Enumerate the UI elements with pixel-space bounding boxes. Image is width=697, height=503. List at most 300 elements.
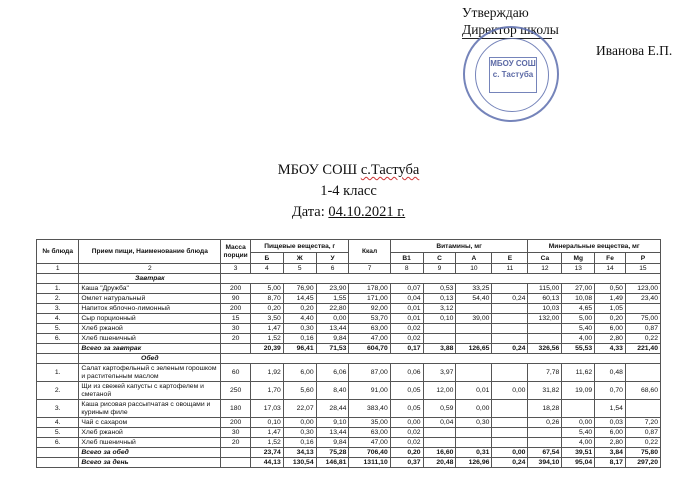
- table-cell: 47,00: [349, 438, 390, 448]
- header-zh: Ж: [283, 253, 316, 264]
- school-prefix: МБОУ СОШ: [277, 162, 361, 178]
- table-cell: 0,20: [595, 314, 626, 324]
- total-value: 126,96: [456, 458, 492, 468]
- table-cell: 19,09: [562, 382, 595, 400]
- column-number: 8: [390, 264, 423, 274]
- header-fe: Fe: [595, 253, 626, 264]
- table-header: [37, 240, 661, 274]
- column-number: 9: [423, 264, 456, 274]
- total-value: 130,54: [283, 458, 316, 468]
- table-cell: 0,20: [250, 304, 283, 314]
- table-cell: 9,10: [316, 418, 349, 428]
- table-cell: 47,00: [349, 334, 390, 344]
- total-row: [37, 448, 661, 458]
- header-p: Р: [625, 253, 660, 264]
- table-cell: 0,00: [316, 314, 349, 324]
- dish-name: Каша "Дружба": [79, 284, 221, 294]
- table-cell: 12,00: [423, 382, 456, 400]
- total-row: [37, 344, 661, 354]
- table-cell: 200: [221, 418, 251, 428]
- table-cell: 0,48: [595, 364, 626, 382]
- table-cell: 5,40: [562, 324, 595, 334]
- dish-name: Напиток яблочно-лимонный: [79, 304, 221, 314]
- table-cell: 0,22: [625, 438, 660, 448]
- empty-cell: [37, 344, 79, 354]
- table-cell: [456, 304, 492, 314]
- table-cell: 8,40: [316, 382, 349, 400]
- total-value: 39,51: [562, 448, 595, 458]
- table-cell: 90: [221, 294, 251, 304]
- table-cell: 200: [221, 284, 251, 294]
- table-cell: 180: [221, 400, 251, 418]
- table-cell: [625, 304, 660, 314]
- date-title: [0, 202, 697, 222]
- column-number: 3: [221, 264, 251, 274]
- table-cell: 250: [221, 382, 251, 400]
- column-number: 12: [528, 264, 562, 274]
- table-cell: 1,47: [250, 324, 283, 334]
- dish-number: 5.: [37, 324, 79, 334]
- table-cell: 27,00: [562, 284, 595, 294]
- table-row: [37, 334, 661, 344]
- table-row: [37, 364, 661, 382]
- table-cell: 0,02: [390, 428, 423, 438]
- table-cell: 0,04: [390, 294, 423, 304]
- table-cell: [492, 284, 528, 294]
- table-cell: 11,62: [562, 364, 595, 382]
- table-cell: 0,00: [283, 418, 316, 428]
- table-row: [37, 428, 661, 438]
- dish-name: Сыр порционный: [79, 314, 221, 324]
- total-value: 16,60: [423, 448, 456, 458]
- seal-center: [489, 57, 537, 93]
- total-value: 55,53: [562, 344, 595, 354]
- table-cell: [492, 304, 528, 314]
- table-cell: [528, 334, 562, 344]
- total-value: 0,17: [390, 344, 423, 354]
- dish-number: 3.: [37, 400, 79, 418]
- table-cell: 6,06: [316, 364, 349, 382]
- total-value: 394,10: [528, 458, 562, 468]
- table-cell: 178,00: [349, 284, 390, 294]
- header-minerals: Минеральные вещества, мг: [528, 240, 661, 253]
- column-number: 13: [562, 264, 595, 274]
- column-number: 5: [283, 264, 316, 274]
- header-kcal: Ккал: [349, 240, 390, 264]
- table-cell: 0,06: [390, 364, 423, 382]
- empty-cell: [37, 354, 79, 364]
- table-cell: [562, 400, 595, 418]
- table-cell: 0,87: [625, 324, 660, 334]
- table-row: [37, 400, 661, 418]
- table-cell: 0,30: [283, 324, 316, 334]
- table-cell: 5,40: [562, 428, 595, 438]
- total-value: 20,39: [250, 344, 283, 354]
- table-cell: 1,52: [250, 334, 283, 344]
- header-u: У: [316, 253, 349, 264]
- table-cell: [492, 438, 528, 448]
- table-cell: 0,01: [456, 382, 492, 400]
- dish-name: Омлет натуральный: [79, 294, 221, 304]
- dish-number: 2.: [37, 294, 79, 304]
- column-number: 14: [595, 264, 626, 274]
- table-cell: 10,08: [562, 294, 595, 304]
- header-no: № блюда: [37, 240, 79, 264]
- table-cell: 20: [221, 334, 251, 344]
- table-cell: 30: [221, 324, 251, 334]
- dish-number: 5.: [37, 428, 79, 438]
- total-value: 4,33: [595, 344, 626, 354]
- school-place: с.Тастуба: [360, 162, 420, 178]
- dish-number: 6.: [37, 334, 79, 344]
- table-cell: 0,03: [595, 418, 626, 428]
- total-value: 75,28: [316, 448, 349, 458]
- director-name: Иванова Е.П.: [596, 43, 673, 58]
- table-cell: 115,00: [528, 284, 562, 294]
- table-cell: 171,00: [349, 294, 390, 304]
- table-cell: 22,07: [283, 400, 316, 418]
- table-cell: 0,07: [390, 284, 423, 294]
- total-value: 706,40: [349, 448, 390, 458]
- total-value: 71,53: [316, 344, 349, 354]
- table-cell: 0,05: [390, 382, 423, 400]
- table-cell: 0,16: [283, 334, 316, 344]
- table-cell: 63,00: [349, 324, 390, 334]
- table-cell: 4,00: [562, 334, 595, 344]
- total-value: 23,74: [250, 448, 283, 458]
- table-cell: 23,90: [316, 284, 349, 294]
- table-cell: 53,70: [349, 314, 390, 324]
- table-cell: [492, 428, 528, 438]
- column-number: 15: [625, 264, 660, 274]
- table-row: [37, 418, 661, 428]
- total-value: 0,37: [390, 458, 423, 468]
- dish-name: Хлеб ржаной: [79, 428, 221, 438]
- table-cell: 8,70: [250, 294, 283, 304]
- table-cell: 31,82: [528, 382, 562, 400]
- total-row: [37, 458, 661, 468]
- table-cell: 0,01: [390, 314, 423, 324]
- total-value: 326,56: [528, 344, 562, 354]
- table-cell: 0,02: [390, 334, 423, 344]
- table-cell: 1,05: [595, 304, 626, 314]
- table-cell: 5,60: [283, 382, 316, 400]
- header-b: Б: [250, 253, 283, 264]
- table-cell: 0,22: [625, 334, 660, 344]
- table-cell: 68,60: [625, 382, 660, 400]
- total-value: 1311,10: [349, 458, 390, 468]
- table-cell: 0,50: [595, 284, 626, 294]
- table-cell: [456, 428, 492, 438]
- table-cell: 383,40: [349, 400, 390, 418]
- table-cell: 87,00: [349, 364, 390, 382]
- table-row: [37, 294, 661, 304]
- table-cell: 3,97: [423, 364, 456, 382]
- total-value: 95,04: [562, 458, 595, 468]
- table-cell: 14,45: [283, 294, 316, 304]
- table-cell: 60: [221, 364, 251, 382]
- total-value: 75,80: [625, 448, 660, 458]
- table-row: [37, 382, 661, 400]
- table-cell: 0,53: [423, 284, 456, 294]
- table-cell: 92,00: [349, 304, 390, 314]
- dish-number: 2.: [37, 382, 79, 400]
- total-label: Всего за обед: [79, 448, 221, 458]
- date-value: 04.10.2021 г.: [328, 204, 406, 220]
- total-value: 44,13: [250, 458, 283, 468]
- table-cell: 1,55: [316, 294, 349, 304]
- table-cell: 7,78: [528, 364, 562, 382]
- table-cell: 35,00: [349, 418, 390, 428]
- table-cell: 0,00: [492, 382, 528, 400]
- total-value: 0,20: [390, 448, 423, 458]
- table-cell: [528, 324, 562, 334]
- table-cell: 0,02: [390, 324, 423, 334]
- table-cell: 0,02: [390, 438, 423, 448]
- column-number: 6: [316, 264, 349, 274]
- approval-line-2: Директор школы: [462, 22, 559, 37]
- table-cell: 1,49: [595, 294, 626, 304]
- empty-cell: [221, 354, 661, 364]
- table-cell: [423, 324, 456, 334]
- column-number: 4: [250, 264, 283, 274]
- table-cell: 123,00: [625, 284, 660, 294]
- table-cell: 1,47: [250, 428, 283, 438]
- table-cell: [423, 428, 456, 438]
- table-row: [37, 438, 661, 448]
- header-mass: [221, 240, 251, 264]
- school-seal: [463, 26, 559, 122]
- total-value: 0,24: [492, 344, 528, 354]
- table-cell: 3,50: [250, 314, 283, 324]
- table-cell: 0,00: [562, 418, 595, 428]
- table-cell: 17,03: [250, 400, 283, 418]
- table-cell: [423, 438, 456, 448]
- empty-cell: [37, 448, 79, 458]
- table-row: [37, 314, 661, 324]
- column-number-row: [37, 264, 661, 274]
- table-cell: [492, 400, 528, 418]
- table-cell: [528, 438, 562, 448]
- table-cell: 20: [221, 438, 251, 448]
- total-label: Всего за завтрак: [79, 344, 221, 354]
- total-value: 3,88: [423, 344, 456, 354]
- section-label: Обед: [79, 354, 221, 364]
- table-cell: 13,44: [316, 428, 349, 438]
- column-number: 10: [456, 264, 492, 274]
- table-cell: [456, 364, 492, 382]
- table-cell: 13,44: [316, 324, 349, 334]
- table-cell: 0,59: [423, 400, 456, 418]
- table-cell: 132,00: [528, 314, 562, 324]
- table-cell: 76,90: [283, 284, 316, 294]
- dish-name: Щи из свежей капусты с картофелем и сметаной: [79, 382, 221, 400]
- dish-name: Чай с сахаром: [79, 418, 221, 428]
- total-value: 67,54: [528, 448, 562, 458]
- table-body: [37, 274, 661, 468]
- table-cell: 2,80: [595, 438, 626, 448]
- total-value: 34,13: [283, 448, 316, 458]
- dish-name: Хлеб ржаной: [79, 324, 221, 334]
- table-cell: 2,80: [595, 334, 626, 344]
- table-cell: 0,13: [423, 294, 456, 304]
- table-cell: 6,00: [283, 364, 316, 382]
- section-label: Завтрак: [79, 274, 221, 284]
- table-cell: 30: [221, 428, 251, 438]
- table-cell: 5,00: [250, 284, 283, 294]
- table-cell: 1,92: [250, 364, 283, 382]
- total-value: 0,31: [456, 448, 492, 458]
- table-row: [37, 324, 661, 334]
- dish-number: 3.: [37, 304, 79, 314]
- seal-text-2: с. Тастуба: [492, 70, 534, 79]
- table-cell: [456, 324, 492, 334]
- header-b1: В1: [390, 253, 423, 264]
- table-cell: 1,54: [595, 400, 626, 418]
- table-cell: 0,04: [423, 418, 456, 428]
- table-cell: 75,00: [625, 314, 660, 324]
- table-cell: 23,40: [625, 294, 660, 304]
- table-cell: [423, 334, 456, 344]
- total-label: Всего за день: [79, 458, 221, 468]
- table-cell: 0,70: [595, 382, 626, 400]
- table-cell: [492, 334, 528, 344]
- table-cell: 10,03: [528, 304, 562, 314]
- header-mg: Mg: [562, 253, 595, 264]
- table-cell: 28,44: [316, 400, 349, 418]
- header-mass-b: порции: [223, 251, 248, 259]
- table-cell: 1,52: [250, 438, 283, 448]
- table-cell: 22,80: [316, 304, 349, 314]
- header-c: С: [423, 253, 456, 264]
- table-cell: 4,00: [562, 438, 595, 448]
- table-cell: 0,20: [283, 304, 316, 314]
- table-cell: [492, 364, 528, 382]
- dish-name: Хлеб пшеничный: [79, 438, 221, 448]
- empty-cell: [221, 448, 251, 458]
- table-cell: 0,30: [456, 418, 492, 428]
- table-row: [37, 304, 661, 314]
- header-mass-a: Масса: [225, 243, 246, 251]
- table-cell: 0,10: [250, 418, 283, 428]
- table-cell: 0,05: [390, 400, 423, 418]
- empty-cell: [37, 274, 79, 284]
- total-value: 297,20: [625, 458, 660, 468]
- table-cell: [456, 438, 492, 448]
- total-value: 8,17: [595, 458, 626, 468]
- approval-line-1: Утверждаю: [462, 5, 529, 20]
- table-cell: 3,12: [423, 304, 456, 314]
- table-cell: [528, 428, 562, 438]
- table-cell: 18,28: [528, 400, 562, 418]
- table-cell: [492, 314, 528, 324]
- total-value: 0,00: [492, 448, 528, 458]
- table-cell: 15: [221, 314, 251, 324]
- table-cell: 9,84: [316, 334, 349, 344]
- table-cell: 4,40: [283, 314, 316, 324]
- table-cell: 5,00: [562, 314, 595, 324]
- table-cell: 39,00: [456, 314, 492, 324]
- dish-name: Каша рисовая рассыпчатая с овощами и куриным филе: [79, 400, 221, 418]
- menu-table: [36, 239, 661, 468]
- table-cell: 1,70: [250, 382, 283, 400]
- table-cell: 9,84: [316, 438, 349, 448]
- column-number: 2: [79, 264, 221, 274]
- total-value: 96,41: [283, 344, 316, 354]
- table-cell: 60,13: [528, 294, 562, 304]
- table-cell: 0,16: [283, 438, 316, 448]
- column-number: 7: [349, 264, 390, 274]
- total-value: 20,48: [423, 458, 456, 468]
- header-nutrients: Пищевые вещества, г: [250, 240, 348, 253]
- empty-cell: [221, 458, 251, 468]
- header-a: А: [456, 253, 492, 264]
- table-cell: [625, 364, 660, 382]
- total-value: 604,70: [349, 344, 390, 354]
- column-number: 11: [492, 264, 528, 274]
- column-number: 1: [37, 264, 79, 274]
- table-cell: 6,00: [595, 324, 626, 334]
- dish-number: 4.: [37, 418, 79, 428]
- header-meal: Прием пищи, Наименование блюда: [79, 240, 221, 264]
- total-value: 0,24: [492, 458, 528, 468]
- date-label: Дата:: [291, 204, 329, 220]
- seal-text-1: МБОУ СОШ: [490, 59, 536, 68]
- dish-name: Хлеб пшеничный: [79, 334, 221, 344]
- table-cell: 0,01: [390, 304, 423, 314]
- table-row: [37, 284, 661, 294]
- header-e: Е: [492, 253, 528, 264]
- section-row: [37, 354, 661, 364]
- empty-cell: [221, 344, 251, 354]
- school-name: [0, 160, 697, 180]
- grades-title: 1-4 класс: [320, 183, 377, 199]
- total-value: 126,65: [456, 344, 492, 354]
- table-cell: 0,24: [492, 294, 528, 304]
- table-cell: 63,00: [349, 428, 390, 438]
- table-cell: 6,00: [595, 428, 626, 438]
- table-cell: 0,10: [423, 314, 456, 324]
- empty-cell: [37, 458, 79, 468]
- table-cell: 0,26: [528, 418, 562, 428]
- empty-cell: [221, 274, 661, 284]
- table-cell: [456, 334, 492, 344]
- total-value: 221,40: [625, 344, 660, 354]
- table-cell: [625, 400, 660, 418]
- table-cell: 33,25: [456, 284, 492, 294]
- table-cell: 7,20: [625, 418, 660, 428]
- header-vitamins: Витамины, мг: [390, 240, 528, 253]
- table-cell: 91,00: [349, 382, 390, 400]
- table-cell: 54,40: [456, 294, 492, 304]
- table-cell: 200: [221, 304, 251, 314]
- header-ca: Са: [528, 253, 562, 264]
- dish-number: 4.: [37, 314, 79, 324]
- table-cell: [492, 418, 528, 428]
- dish-number: 1.: [37, 364, 79, 382]
- table-cell: [492, 324, 528, 334]
- table-cell: 0,00: [456, 400, 492, 418]
- table-cell: 4,65: [562, 304, 595, 314]
- total-value: 146,81: [316, 458, 349, 468]
- dish-name: Салат картофельный с зеленым горошком и растительным маслом: [79, 364, 221, 382]
- total-value: 3,84: [595, 448, 626, 458]
- dish-number: 6.: [37, 438, 79, 448]
- dish-number: 1.: [37, 284, 79, 294]
- table-cell: 0,30: [283, 428, 316, 438]
- table-cell: 0,87: [625, 428, 660, 438]
- table-cell: 0,00: [390, 418, 423, 428]
